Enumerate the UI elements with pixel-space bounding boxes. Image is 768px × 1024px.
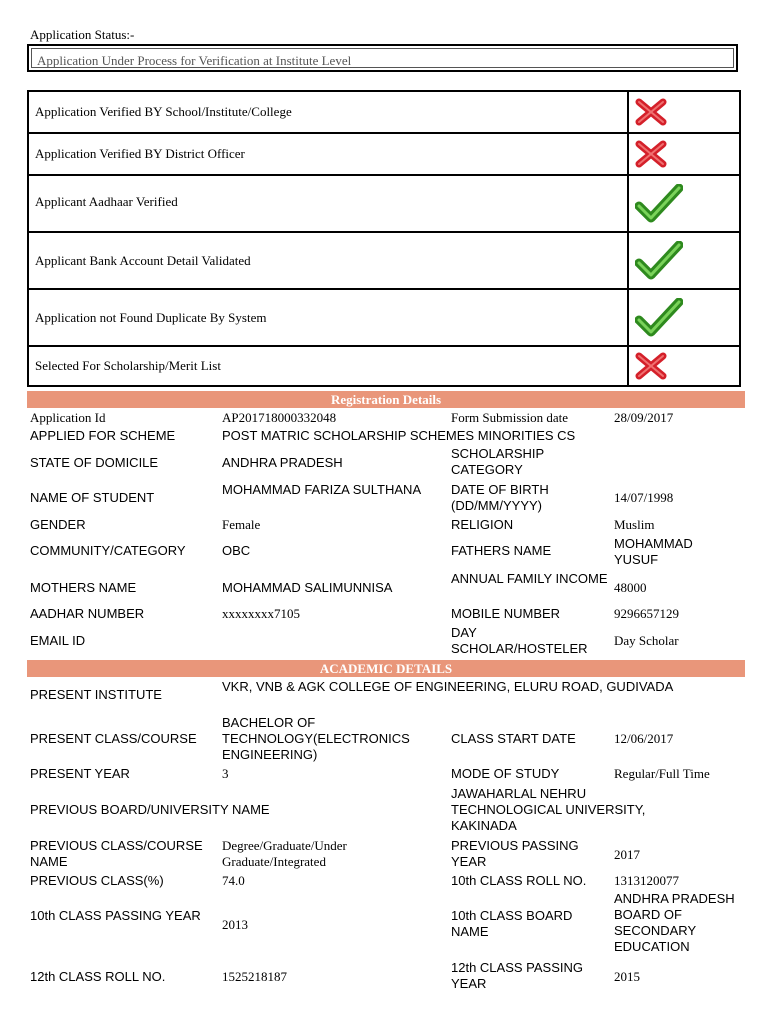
verification-label: Application not Found Duplicate By System xyxy=(35,309,267,325)
previous-board-university-value: JAWAHARLAL NEHRU TECHNOLOGICAL UNIVERSITY, KAKINADA xyxy=(451,786,646,833)
name-of-student-label: NAME OF STUDENT xyxy=(30,490,155,505)
twelfth-class-passing-year-label: 12th CLASS PASSING YEAR xyxy=(451,960,583,991)
twelfth-class-passing-year-value: 2015 xyxy=(614,969,640,984)
present-year-value: 3 xyxy=(222,766,229,781)
check-icon xyxy=(629,176,739,231)
mobile-number-value: 9296657129 xyxy=(614,606,679,621)
present-class-course-label: PRESENT CLASS/COURSE xyxy=(30,731,197,746)
community-category-label: COMMUNITY/CATEGORY xyxy=(30,543,186,558)
day-scholar-hosteler-label: DAY SCHOLAR/HOSTELER xyxy=(451,625,588,656)
email-id-label: EMAIL ID xyxy=(30,633,86,648)
previous-class-percent-label: PREVIOUS CLASS(%) xyxy=(30,873,164,888)
previous-class-percent-value: 74.0 xyxy=(222,873,245,888)
application-status-box xyxy=(27,44,738,72)
fathers-name-value: MOHAMMAD YUSUF xyxy=(614,536,693,567)
application-status-value: Application Under Process for Verification at Institute Level xyxy=(31,48,734,68)
tenth-class-board-name-label: 10th CLASS BOARD NAME xyxy=(451,908,573,939)
twelfth-class-roll-no-label: 12th CLASS ROLL NO. xyxy=(30,969,166,984)
date-of-birth-value: 14/07/1998 xyxy=(614,490,674,505)
previous-passing-year-label: PREVIOUS PASSING YEAR xyxy=(451,838,579,869)
annual-family-income-value: 48000 xyxy=(614,580,647,595)
tenth-class-board-name-value: ANDHRA PRADESH BOARD OF SECONDARY EDUCATION xyxy=(614,891,735,954)
previous-board-university-label: PREVIOUS BOARD/UNIVERSITY NAME xyxy=(30,802,270,817)
verification-row xyxy=(27,132,741,174)
cross-icon xyxy=(629,134,739,174)
gender-value: Female xyxy=(222,517,261,532)
verification-row xyxy=(27,174,741,231)
day-scholar-hosteler-value: Day Scholar xyxy=(614,633,679,648)
scholarship-category-label: SCHOLARSHIP CATEGORY xyxy=(451,446,544,477)
twelfth-class-roll-no-value: 1525218187 xyxy=(222,969,287,984)
mode-of-study-value: Regular/Full Time xyxy=(614,766,710,781)
cross-icon xyxy=(629,347,739,385)
registration-details-header: Registration Details xyxy=(27,391,745,408)
state-of-domicile-value: ANDHRA PRADESH xyxy=(222,455,343,470)
tenth-class-passing-year-value: 2013 xyxy=(222,917,248,932)
verification-table xyxy=(27,90,741,387)
cross-icon xyxy=(629,92,739,132)
check-icon xyxy=(629,290,739,345)
verification-row xyxy=(27,231,741,288)
previous-passing-year-value: 2017 xyxy=(614,847,640,862)
religion-value: Muslim xyxy=(614,517,655,532)
form-submission-date-label: Form Submission date xyxy=(451,410,569,425)
class-start-date-label: CLASS START DATE xyxy=(451,731,576,746)
mothers-name-value: MOHAMMAD SALIMUNNISA xyxy=(222,580,393,595)
academic-details-header: ACADEMIC DETAILS xyxy=(27,660,745,677)
class-start-date-value: 12/06/2017 xyxy=(614,731,674,746)
application-status-label: Application Status:- xyxy=(30,27,135,42)
application-id-label: Application Id xyxy=(30,410,106,425)
form-submission-date-value: 28/09/2017 xyxy=(614,410,674,425)
tenth-class-roll-no-label: 10th CLASS ROLL NO. xyxy=(451,873,587,888)
verification-label: Applicant Bank Account Detail Validated xyxy=(35,252,251,268)
applied-for-scheme-label: APPLIED FOR SCHEME xyxy=(30,428,176,443)
verification-label: Selected For Scholarship/Merit List xyxy=(35,358,221,373)
verification-row xyxy=(27,288,741,345)
verification-row xyxy=(27,90,741,132)
tenth-class-roll-no-value: 1313120077 xyxy=(614,873,679,888)
tenth-class-passing-year-label: 10th CLASS PASSING YEAR xyxy=(30,908,201,923)
previous-class-course-name-value: Degree/Graduate/Under Graduate/Integrated xyxy=(222,838,347,869)
date-of-birth-label: DATE OF BIRTH (DD/MM/YYYY) xyxy=(451,482,549,513)
present-year-label: PRESENT YEAR xyxy=(30,766,130,781)
aadhar-number-value: xxxxxxxx7105 xyxy=(222,606,300,621)
gender-label: GENDER xyxy=(30,517,86,532)
verification-label: Applicant Aadhaar Verified xyxy=(35,194,178,209)
present-institute-label: PRESENT INSTITUTE xyxy=(30,687,162,702)
state-of-domicile-label: STATE OF DOMICILE xyxy=(30,455,159,470)
verification-label: Application Verified BY District Officer xyxy=(35,146,245,161)
name-of-student-value: MOHAMMAD FARIZA SULTHANA xyxy=(222,482,422,497)
mothers-name-label: MOTHERS NAME xyxy=(30,580,137,595)
fathers-name-label: FATHERS NAME xyxy=(451,543,552,558)
community-category-value: OBC xyxy=(222,543,251,558)
present-class-course-value: BACHELOR OF TECHNOLOGY(ELECTRONICS ENGINEERING) xyxy=(222,715,410,762)
annual-family-income-label: ANNUAL FAMILY INCOME xyxy=(451,571,608,586)
check-icon xyxy=(629,233,739,288)
aadhar-number-label: AADHAR NUMBER xyxy=(30,606,145,621)
application-id-value: AP201718000332048 xyxy=(222,410,337,425)
verification-row xyxy=(27,345,741,387)
applied-for-scheme-value: POST MATRIC SCHOLARSHIP SCHEMES MINORITIES CS xyxy=(222,428,576,443)
previous-class-course-name-label: PREVIOUS CLASS/COURSE NAME xyxy=(30,838,203,869)
present-institute-value: VKR, VNB & AGK COLLEGE OF ENGINEERING, ELURU ROAD, GUDIVADA xyxy=(222,679,674,694)
religion-label: RELIGION xyxy=(451,517,514,532)
mobile-number-label: MOBILE NUMBER xyxy=(451,606,561,621)
verification-label: Application Verified BY School/Institute/College xyxy=(35,104,292,119)
mode-of-study-label: MODE OF STUDY xyxy=(451,766,560,781)
